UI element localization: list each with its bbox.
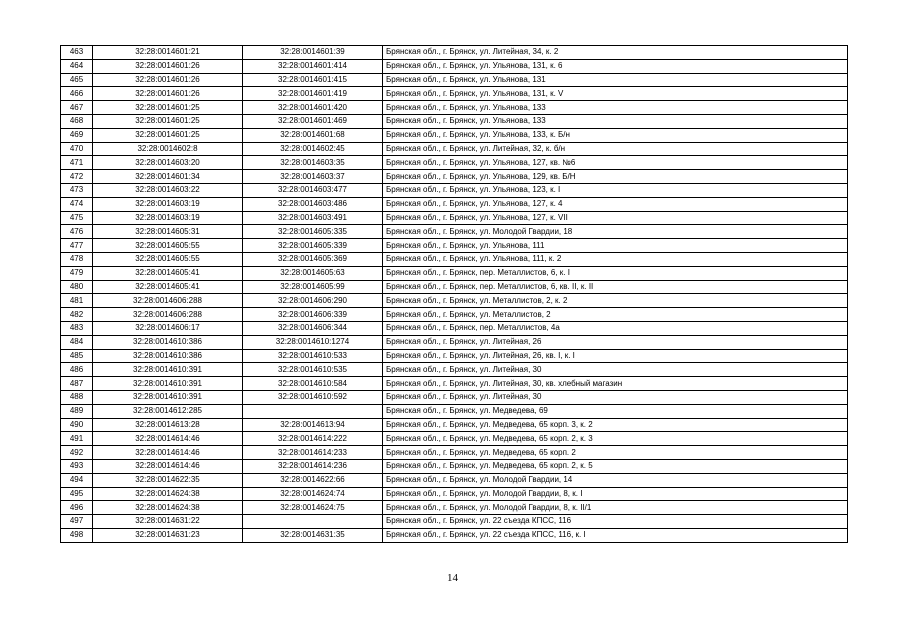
row-number-cell: 481 xyxy=(61,294,93,308)
address-cell: Брянская обл., г. Брянск, ул. Молодой Гвардии, 14 xyxy=(383,473,848,487)
row-number-cell: 463 xyxy=(61,46,93,60)
parent-cadastral-number-cell: 32:28:0014605:41 xyxy=(93,280,243,294)
parent-cadastral-number-cell: 32:28:0014605:31 xyxy=(93,225,243,239)
table-row xyxy=(61,87,848,101)
parent-cadastral-number-cell: 32:28:0014601:21 xyxy=(93,46,243,60)
table-row xyxy=(61,142,848,156)
parent-cadastral-number-cell: 32:28:0014610:391 xyxy=(93,377,243,391)
parent-cadastral-number-cell: 32:28:0014603:22 xyxy=(93,183,243,197)
row-number-cell: 480 xyxy=(61,280,93,294)
row-number-cell: 469 xyxy=(61,128,93,142)
parent-cadastral-number-cell: 32:28:0014624:38 xyxy=(93,487,243,501)
address-cell: Брянская обл., г. Брянск, ул. Медведева, 69 xyxy=(383,404,848,418)
parent-cadastral-number-cell: 32:28:0014605:55 xyxy=(93,252,243,266)
parent-cadastral-number-cell: 32:28:0014610:391 xyxy=(93,363,243,377)
parent-cadastral-number-cell: 32:28:0014606:17 xyxy=(93,321,243,335)
address-cell: Брянская обл., г. Брянск, ул. Ульянова, 127, кв. №6 xyxy=(383,156,848,170)
cadastral-number-cell: 32:28:0014605:99 xyxy=(243,280,383,294)
table-body xyxy=(61,46,848,543)
table-row xyxy=(61,294,848,308)
table-row xyxy=(61,487,848,501)
table-row xyxy=(61,501,848,515)
table-row xyxy=(61,528,848,542)
row-number-cell: 498 xyxy=(61,528,93,542)
address-cell: Брянская обл., г. Брянск, ул. Ульянова, 133, к. Б/н xyxy=(383,128,848,142)
table-row xyxy=(61,225,848,239)
cadastral-number-cell: 32:28:0014601:39 xyxy=(243,46,383,60)
cadastral-table xyxy=(60,45,848,543)
row-number-cell: 489 xyxy=(61,404,93,418)
cadastral-number-cell: 32:28:0014631:35 xyxy=(243,528,383,542)
row-number-cell: 494 xyxy=(61,473,93,487)
parent-cadastral-number-cell: 32:28:0014601:26 xyxy=(93,87,243,101)
cadastral-number-cell: 32:28:0014610:535 xyxy=(243,363,383,377)
row-number-cell: 465 xyxy=(61,73,93,87)
cadastral-number-cell: 32:28:0014614:222 xyxy=(243,432,383,446)
parent-cadastral-number-cell: 32:28:0014601:25 xyxy=(93,128,243,142)
cadastral-number-cell: 32:28:0014610:584 xyxy=(243,377,383,391)
table-row xyxy=(61,266,848,280)
cadastral-number-cell: 32:28:0014605:369 xyxy=(243,252,383,266)
row-number-cell: 475 xyxy=(61,211,93,225)
parent-cadastral-number-cell: 32:28:0014602:8 xyxy=(93,142,243,156)
address-cell: Брянская обл., г. Брянск, ул. Ульянова, 127, к. VII xyxy=(383,211,848,225)
table-row xyxy=(61,363,848,377)
row-number-cell: 468 xyxy=(61,114,93,128)
parent-cadastral-number-cell: 32:28:0014601:26 xyxy=(93,73,243,87)
table-row xyxy=(61,46,848,60)
parent-cadastral-number-cell: 32:28:0014613:28 xyxy=(93,418,243,432)
address-cell: Брянская обл., г. Брянск, ул. Молодой Гвардии, 8, к. I xyxy=(383,487,848,501)
cadastral-number-cell: 32:28:0014613:94 xyxy=(243,418,383,432)
parent-cadastral-number-cell: 32:28:0014601:26 xyxy=(93,59,243,73)
table-row xyxy=(61,390,848,404)
cadastral-number-cell: 32:28:0014601:419 xyxy=(243,87,383,101)
row-number-cell: 497 xyxy=(61,515,93,529)
parent-cadastral-number-cell: 32:28:0014610:386 xyxy=(93,349,243,363)
row-number-cell: 472 xyxy=(61,170,93,184)
address-cell: Брянская обл., г. Брянск, ул. Медведева, 65 корп. 3, к. 2 xyxy=(383,418,848,432)
address-cell: Брянская обл., г. Брянск, пер. Металлистов, 6, к. I xyxy=(383,266,848,280)
address-cell: Брянская обл., г. Брянск, ул. Металлистов, 2, к. 2 xyxy=(383,294,848,308)
parent-cadastral-number-cell: 32:28:0014614:46 xyxy=(93,446,243,460)
cadastral-number-cell: 32:28:0014606:339 xyxy=(243,308,383,322)
address-cell: Брянская обл., г. Брянск, ул. Ульянова, 133 xyxy=(383,114,848,128)
parent-cadastral-number-cell: 32:28:0014612:285 xyxy=(93,404,243,418)
cadastral-number-cell: 32:28:0014601:420 xyxy=(243,101,383,115)
row-number-cell: 478 xyxy=(61,252,93,266)
parent-cadastral-number-cell: 32:28:0014603:20 xyxy=(93,156,243,170)
table-row xyxy=(61,183,848,197)
row-number-cell: 471 xyxy=(61,156,93,170)
address-cell: Брянская обл., г. Брянск, ул. Ульянова, 129, кв. Б/Н xyxy=(383,170,848,184)
row-number-cell: 473 xyxy=(61,183,93,197)
table-row xyxy=(61,404,848,418)
table-row xyxy=(61,211,848,225)
cadastral-number-cell: 32:28:0014624:74 xyxy=(243,487,383,501)
address-cell: Брянская обл., г. Брянск, ул. Литейная, 30, кв. хлебный магазин xyxy=(383,377,848,391)
row-number-cell: 474 xyxy=(61,197,93,211)
address-cell: Брянская обл., г. Брянск, ул. Ульянова, 133 xyxy=(383,101,848,115)
row-number-cell: 464 xyxy=(61,59,93,73)
table-row xyxy=(61,280,848,294)
address-cell: Брянская обл., г. Брянск, ул. Литейная, 32, к. б/н xyxy=(383,142,848,156)
cadastral-number-cell: 32:28:0014605:63 xyxy=(243,266,383,280)
cadastral-number-cell: 32:28:0014606:290 xyxy=(243,294,383,308)
address-cell: Брянская обл., г. Брянск, пер. Металлистов, 6, кв. II, к. II xyxy=(383,280,848,294)
address-cell: Брянская обл., г. Брянск, ул. Ульянова, 131, к. 6 xyxy=(383,59,848,73)
cadastral-number-cell: 32:28:0014610:533 xyxy=(243,349,383,363)
row-number-cell: 496 xyxy=(61,501,93,515)
parent-cadastral-number-cell: 32:28:0014603:19 xyxy=(93,197,243,211)
row-number-cell: 490 xyxy=(61,418,93,432)
row-number-cell: 488 xyxy=(61,390,93,404)
table-row xyxy=(61,197,848,211)
parent-cadastral-number-cell: 32:28:0014610:386 xyxy=(93,335,243,349)
table-row xyxy=(61,101,848,115)
parent-cadastral-number-cell: 32:28:0014622:35 xyxy=(93,473,243,487)
address-cell: Брянская обл., г. Брянск, ул. Ульянова, 131 xyxy=(383,73,848,87)
cadastral-number-cell: 32:28:0014605:335 xyxy=(243,225,383,239)
cadastral-number-cell: 32:28:0014601:469 xyxy=(243,114,383,128)
cadastral-number-cell xyxy=(243,515,383,529)
row-number-cell: 479 xyxy=(61,266,93,280)
page-number: 14 xyxy=(447,572,458,584)
address-cell: Брянская обл., г. Брянск, ул. 22 съезда КПСС, 116 xyxy=(383,515,848,529)
table-row xyxy=(61,308,848,322)
row-number-cell: 470 xyxy=(61,142,93,156)
address-cell: Брянская обл., г. Брянск, ул. Ульянова, 111 xyxy=(383,239,848,253)
row-number-cell: 493 xyxy=(61,459,93,473)
row-number-cell: 492 xyxy=(61,446,93,460)
address-cell: Брянская обл., г. Брянск, ул. Литейная, 30 xyxy=(383,390,848,404)
table-row xyxy=(61,114,848,128)
address-cell: Брянская обл., г. Брянск, ул. Молодой Гвардии, 8, к. II/1 xyxy=(383,501,848,515)
table-row xyxy=(61,156,848,170)
row-number-cell: 485 xyxy=(61,349,93,363)
address-cell: Брянская обл., г. Брянск, ул. Молодой Гвардии, 18 xyxy=(383,225,848,239)
cadastral-number-cell xyxy=(243,404,383,418)
address-cell: Брянская обл., г. Брянск, ул. Литейная, 34, к. 2 xyxy=(383,46,848,60)
cadastral-number-cell: 32:28:0014610:1274 xyxy=(243,335,383,349)
table-row xyxy=(61,170,848,184)
cadastral-number-cell: 32:28:0014601:68 xyxy=(243,128,383,142)
cadastral-number-cell: 32:28:0014614:233 xyxy=(243,446,383,460)
parent-cadastral-number-cell: 32:28:0014631:22 xyxy=(93,515,243,529)
row-number-cell: 484 xyxy=(61,335,93,349)
address-cell: Брянская обл., г. Брянск, ул. Медведева, 65 корп. 2 xyxy=(383,446,848,460)
address-cell: Брянская обл., г. Брянск, ул. Ульянова, 131, к. V xyxy=(383,87,848,101)
table-row xyxy=(61,59,848,73)
parent-cadastral-number-cell: 32:28:0014614:46 xyxy=(93,432,243,446)
parent-cadastral-number-cell: 32:28:0014605:55 xyxy=(93,239,243,253)
table-row xyxy=(61,335,848,349)
table-row xyxy=(61,252,848,266)
parent-cadastral-number-cell: 32:28:0014605:41 xyxy=(93,266,243,280)
parent-cadastral-number-cell: 32:28:0014606:288 xyxy=(93,294,243,308)
cadastral-number-cell: 32:28:0014606:344 xyxy=(243,321,383,335)
row-number-cell: 487 xyxy=(61,377,93,391)
parent-cadastral-number-cell: 32:28:0014603:19 xyxy=(93,211,243,225)
cadastral-number-cell: 32:28:0014602:45 xyxy=(243,142,383,156)
parent-cadastral-number-cell: 32:28:0014601:25 xyxy=(93,101,243,115)
table-row xyxy=(61,321,848,335)
row-number-cell: 477 xyxy=(61,239,93,253)
address-cell: Брянская обл., г. Брянск, ул. Литейная, 26, кв. I, к. I xyxy=(383,349,848,363)
row-number-cell: 466 xyxy=(61,87,93,101)
row-number-cell: 495 xyxy=(61,487,93,501)
parent-cadastral-number-cell: 32:28:0014610:391 xyxy=(93,390,243,404)
parent-cadastral-number-cell: 32:28:0014601:34 xyxy=(93,170,243,184)
row-number-cell: 482 xyxy=(61,308,93,322)
cadastral-number-cell: 32:28:0014603:486 xyxy=(243,197,383,211)
parent-cadastral-number-cell: 32:28:0014624:38 xyxy=(93,501,243,515)
cadastral-number-cell: 32:28:0014610:592 xyxy=(243,390,383,404)
address-cell: Брянская обл., г. Брянск, ул. Литейная, 26 xyxy=(383,335,848,349)
row-number-cell: 467 xyxy=(61,101,93,115)
cadastral-number-cell: 32:28:0014614:236 xyxy=(243,459,383,473)
row-number-cell: 476 xyxy=(61,225,93,239)
cadastral-number-cell: 32:28:0014603:37 xyxy=(243,170,383,184)
parent-cadastral-number-cell: 32:28:0014614:46 xyxy=(93,459,243,473)
table-row xyxy=(61,239,848,253)
row-number-cell: 483 xyxy=(61,321,93,335)
address-cell: Брянская обл., г. Брянск, ул. 22 съезда КПСС, 116, к. I xyxy=(383,528,848,542)
table-row xyxy=(61,377,848,391)
cadastral-number-cell: 32:28:0014603:35 xyxy=(243,156,383,170)
address-cell: Брянская обл., г. Брянск, ул. Медведева, 65 корп. 2, к. 5 xyxy=(383,459,848,473)
address-cell: Брянская обл., г. Брянск, ул. Ульянова, 127, к. 4 xyxy=(383,197,848,211)
table-row xyxy=(61,73,848,87)
cadastral-number-cell: 32:28:0014601:414 xyxy=(243,59,383,73)
parent-cadastral-number-cell: 32:28:0014631:23 xyxy=(93,528,243,542)
cadastral-number-cell: 32:28:0014603:491 xyxy=(243,211,383,225)
row-number-cell: 486 xyxy=(61,363,93,377)
address-cell: Брянская обл., г. Брянск, ул. Металлистов, 2 xyxy=(383,308,848,322)
table-row xyxy=(61,432,848,446)
address-cell: Брянская обл., г. Брянск, ул. Медведева, 65 корп. 2, к. 3 xyxy=(383,432,848,446)
address-cell: Брянская обл., г. Брянск, пер. Металлистов, 4а xyxy=(383,321,848,335)
address-cell: Брянская обл., г. Брянск, ул. Литейная, 30 xyxy=(383,363,848,377)
cadastral-number-cell: 32:28:0014622:66 xyxy=(243,473,383,487)
cadastral-number-cell: 32:28:0014601:415 xyxy=(243,73,383,87)
table-row xyxy=(61,473,848,487)
cadastral-number-cell: 32:28:0014605:339 xyxy=(243,239,383,253)
parent-cadastral-number-cell: 32:28:0014606:288 xyxy=(93,308,243,322)
table-row xyxy=(61,459,848,473)
table-row xyxy=(61,128,848,142)
address-cell: Брянская обл., г. Брянск, ул. Ульянова, 111, к. 2 xyxy=(383,252,848,266)
table-row xyxy=(61,418,848,432)
cadastral-number-cell: 32:28:0014624:75 xyxy=(243,501,383,515)
cadastral-number-cell: 32:28:0014603:477 xyxy=(243,183,383,197)
table-row xyxy=(61,446,848,460)
row-number-cell: 491 xyxy=(61,432,93,446)
address-cell: Брянская обл., г. Брянск, ул. Ульянова, 123, к. I xyxy=(383,183,848,197)
parent-cadastral-number-cell: 32:28:0014601:25 xyxy=(93,114,243,128)
table-row xyxy=(61,349,848,363)
table-row xyxy=(61,515,848,529)
